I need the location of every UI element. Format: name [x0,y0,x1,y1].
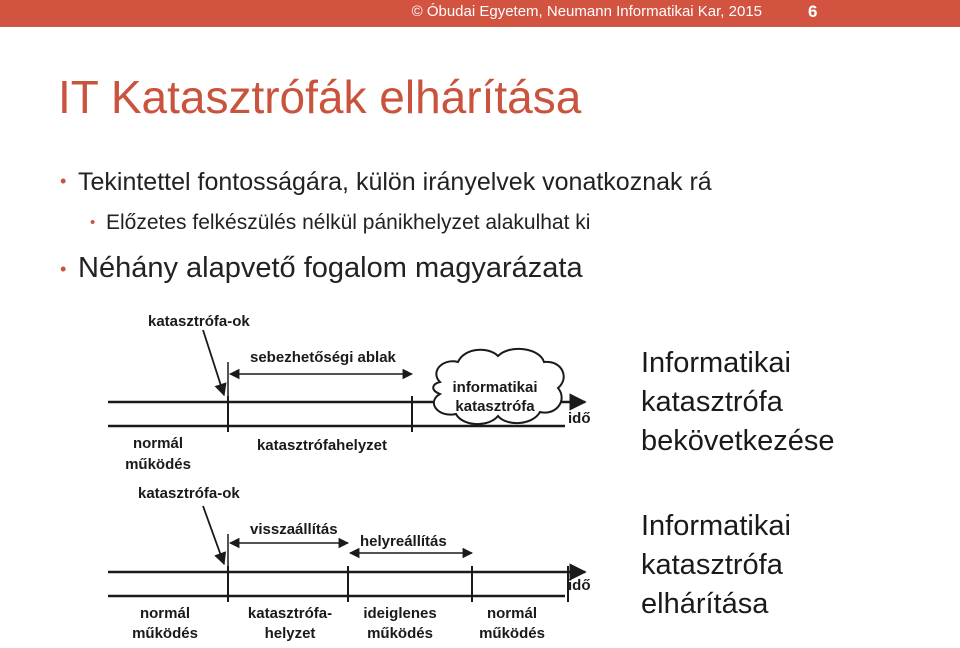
caption-occurrence-line1: Informatikai [641,347,791,379]
top-time-label: idő [568,410,591,427]
bullet-dot-icon: • [60,259,67,279]
situation-line1: katasztrófa- [247,605,333,622]
top-event-arrow [203,330,224,395]
timeline-diagram [100,300,600,645]
cloud-text-line2: katasztrófa [455,398,535,415]
top-situation-label: katasztrófahelyzet [256,437,388,454]
bullet-dot-icon: • [90,214,96,231]
top-timeline [108,313,591,473]
temp-op-line1: ideiglenes [363,605,437,622]
bullet-3-text: Néhány alapvető fogalom magyarázata [78,252,583,284]
header-bar [0,0,960,27]
top-normal-line2: működés [125,456,191,473]
caption-occurrence [641,344,834,461]
bottom-timeline [108,485,591,642]
footer-text: © Óbudai Egyetem, Neumann Informatikai Kar, 2015 [411,3,762,20]
caption-occurrence-line3: bekövetkezése [641,425,835,457]
caption-recovery [641,507,791,624]
slide-title: IT Katasztrófák elhárítása [58,71,582,123]
bottom-normal-1-line2: működés [132,625,198,642]
bottom-normal-1-line1: normál [139,605,191,622]
caption-occurrence-line2: katasztrófa [641,386,783,418]
bullet-2-text: Előzetes felkészülés nélkül pánikhelyzet alakulhat ki [106,211,591,234]
page-number: 6 [808,2,818,21]
cloud-text-line1: informatikai [452,379,538,396]
bottom-event-label: katasztrófa-ok [138,485,240,502]
bullet-1-text: Tekintettel fontosságára, külön irányelvek vonatkoznak rá [78,168,712,196]
caption-recovery-line3: elhárítása [641,588,769,620]
temp-op-line2: működés [367,625,433,642]
caption-recovery-line2: katasztrófa [641,549,783,581]
situation-line2: helyzet [264,625,316,642]
caption-recovery-line1: Informatikai [641,510,791,542]
bottom-normal-2-line1: normál [486,605,538,622]
bullet-dot-icon: • [60,171,67,191]
bullet-3 [60,252,583,285]
top-normal-line1: normál [132,435,184,452]
top-event-label: katasztrófa-ok [148,313,250,330]
restore-label: helyreállítás [360,533,447,550]
window-label: sebezhetőségi ablak [250,349,396,366]
bullet-1 [60,168,712,197]
recovery-label: visszaállítás [250,521,338,538]
bullet-2 [90,211,591,235]
bottom-event-arrow [203,506,224,564]
bottom-normal-2-line2: működés [479,625,545,642]
bottom-time-label: idő [568,577,591,594]
